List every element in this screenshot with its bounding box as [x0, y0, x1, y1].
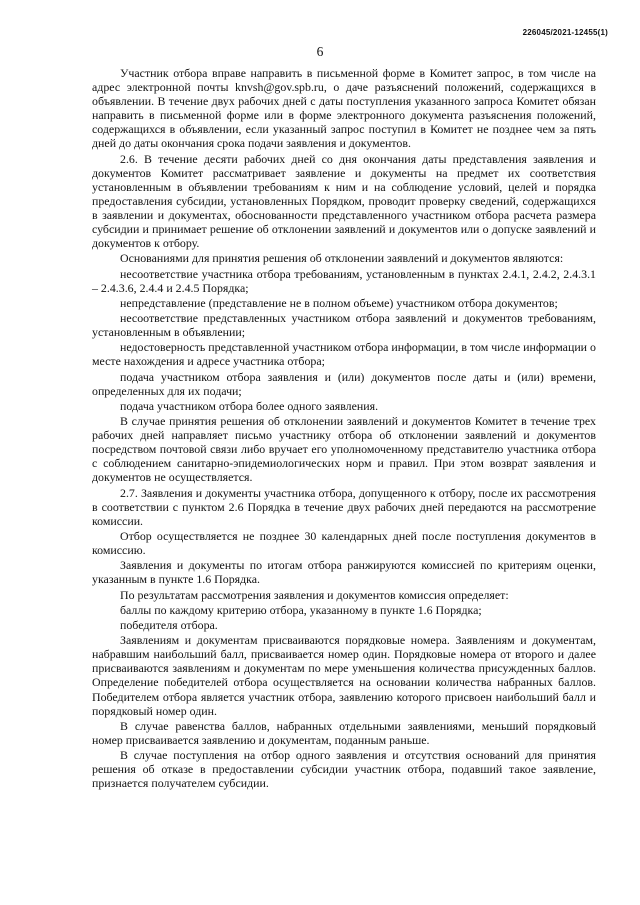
paragraph: несоответствие представленных участником отбора заявлений и документов требованиям, установленным в объявлении;	[92, 311, 596, 340]
paragraph: По результатам рассмотрения заявления и документов комиссия определяет:	[120, 587, 509, 602]
paragraph: непредставление (представление не в полном объеме) участником отбора документов;	[120, 295, 558, 310]
paragraph: подача участником отбора заявления и (или) документов после даты и (или) времени, определенных для их подачи;	[92, 369, 596, 398]
paragraph: Заявления и документы по итогам отбора ранжируются комиссией по критериям оценки, указанным в пункте 1.6 Порядка.	[92, 558, 596, 587]
paragraph: победителя отбора.	[120, 617, 218, 632]
paragraph: 2.6. В течение десяти рабочих дней со дня окончания даты представления заявления и документов Комитет рассматривает заявление и документы на предмет их соответствия установленным в объявлении требованиям к ним и на соблюдение условий, целей и порядка предоставления субсидии, установленных Порядком, проводит проверку сведений, содержащихся в заявлении и документах, обоснованности представленного участником отбора расчета размера субсидии и принимает решение об отклонении заявлений и документов или о допуске заявлений и документов к отбору.	[92, 151, 596, 251]
paragraph: 2.7. Заявления и документы участника отбора, допущенного к отбору, после их рассмотрения в соответствии с пунктом 2.6 Порядка в течение двух рабочих дней передаются на рассмотрение комиссии.	[92, 485, 596, 528]
document-body	[92, 66, 596, 791]
document-id: 226045/2021-12455(1)	[522, 28, 608, 37]
paragraph: Заявлениям и документам присваиваются порядковые номера. Заявлениям и документам, набравшим наибольший балл, присваивается номер один. Порядковые номера от второго и далее присваиваются заявлениям и документам по мере уменьшения количества присужденных баллов. Определение победителей отбора осуществляется на основании количества набранных баллов. Победителем отбора является участник отбора, заявлению которого присвоен наибольший балл и порядковый номер один.	[92, 633, 596, 718]
paragraph: В случае принятия решения об отклонении заявлений и документов Комитет в течение трех рабочих дней направляет письмо участнику отбора об отклонении заявлений и документов посредством почтовой связи либо вручает его уполномоченному представителю участника отбора с соблюдением санитарно-эпидемиологических норм и правил. При этом возврат заявления и документов не осуществляется.	[92, 414, 596, 485]
paragraph: В случае равенства баллов, набранных отдельными заявлениями, меньший порядковый номер присваивается заявлению и документам, поданным раньше.	[92, 718, 596, 747]
paragraph: Участник отбора вправе направить в письменной форме в Комитет запрос, в том числе на адрес электронной почты knvsh@gov.spb.ru, о даче разъяснений положений, содержащихся в объявлении. В течение двух рабочих дней с даты поступления указанного запроса Комитет обязан направить в письменной форме или в форме электронного документа разъяснения положений, содержащихся в объявлении, если указанный запрос поступил в Комитет не позднее чем за пять дней до даты окончания срока подачи заявления и документов.	[92, 66, 596, 151]
paragraph: Отбор осуществляется не позднее 30 календарных дней после поступления документов в комиссию.	[92, 529, 596, 558]
paragraph: баллы по каждому критерию отбора, указанному в пункте 1.6 Порядка;	[120, 602, 482, 617]
paragraph: недостоверность представленной участником отбора информации, в том числе информации о месте нахождения и адресе участника отбора;	[92, 340, 596, 369]
paragraph: несоответствие участника отбора требованиям, установленным в пунктах 2.4.1, 2.4.2, 2.4.3.1 – 2.4.3.6, 2.4.4 и 2.4.5 Порядка;	[92, 266, 596, 295]
paragraph: Основаниями для принятия решения об отклонении заявлений и документов являются:	[120, 251, 564, 266]
paragraph: подача участником отбора более одного заявления.	[120, 398, 379, 413]
page-number: 6	[316, 44, 324, 59]
paragraph: В случае поступления на отбор одного заявления и отсутствия оснований для принятия решения об отказе в предоставлении субсидии участник отбора, подавший такое заявление, признается получателем субсидии.	[92, 748, 596, 791]
